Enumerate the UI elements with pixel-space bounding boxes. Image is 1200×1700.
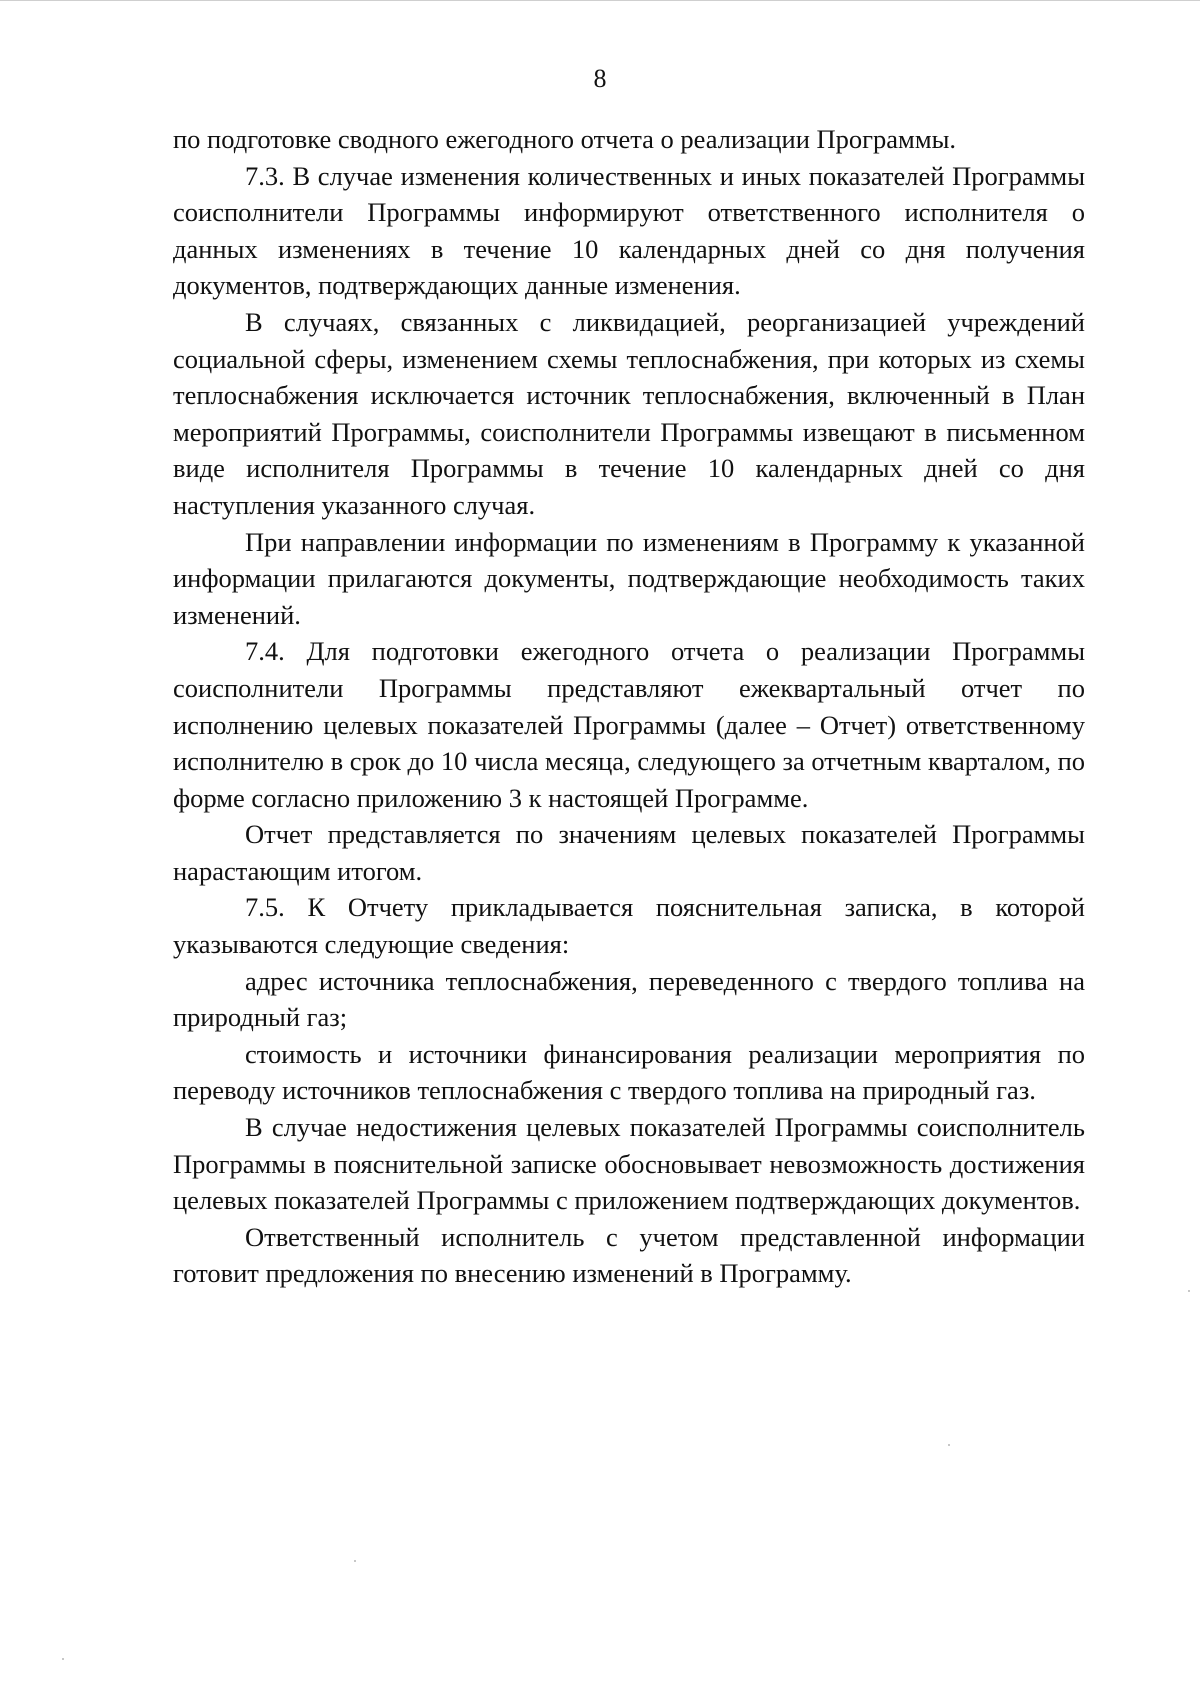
scan-speck xyxy=(62,1658,64,1660)
paragraph-continuation: по подготовке сводного ежегодного отчета о реализации Программы. xyxy=(173,124,957,154)
paragraph-report-cumulative: Отчет представляется по значениям целевых показателей Программы нарастающим итогом. xyxy=(173,819,1085,886)
paragraph-cost-and-financing: стоимость и источники финансирования реализации мероприятия по переводу источников теплоснабжения с твердого топлива на природный газ. xyxy=(173,1038,1085,1106)
page-number: 8 xyxy=(593,64,607,93)
scan-speck xyxy=(1188,1290,1190,1292)
paragraph-liquidation-cases: В случаях, связанных с ликвидацией, реорганизацией учреждений социальной сферы, изменением схемы теплоснабжения, при которых из схемы теплоснабжения исключается источник теплоснабжения, включенный в План мероприятий Программы, соисполнители Программы извещают в письменном виде исполнителя Программы в течение 10 календарных дней со дня наступления указанного случая. xyxy=(173,306,1085,520)
paragraph-non-achievement: В случае недостижения целевых показателей Программы соисполнитель Программы в пояснительной записке обосновывает невозможность достижения целевых показателей Программы с приложением подтверждающих документов. xyxy=(173,1112,1085,1216)
scan-speck xyxy=(948,1444,950,1446)
scan-speck xyxy=(354,1560,356,1562)
paragraph-proposals: Ответственный исполнитель с учетом представленной информации готовит предложения по внесению изменений в Программу. xyxy=(173,1221,1085,1289)
paragraph-7-3: 7.3. В случае изменения количественных и иных показателей Программы соисполнители Программы информируют ответственного исполнителя о данных изменениях в течение 10 календарных дней со дня получения документов, подтверждающих данные изменения. xyxy=(173,160,1085,301)
paragraph-7-4: 7.4. Для подготовки ежегодного отчета о реализации Программы соисполнители Программы представляют ежеквартальный отчет по исполнению целевых показателей Программы (далее – Отчет) ответственному исполнителю в срок до 10 числа месяца, следующего за отчетным кварталом, по форме согласно приложению 3 к настоящей Программе. xyxy=(173,636,1085,813)
paragraph-7-5: 7.5. К Отчету прикладывается пояснительная записка, в которой указываются следующие сведения: xyxy=(173,892,1085,960)
paragraph-source-address: адрес источника теплоснабжения, переведенного с твердого топлива на природный газ; xyxy=(173,965,1085,1033)
paragraph-supporting-documents: При направлении информации по изменениям в Программу к указанной информации прилагаются документы, подтверждающие необходимость таких изменений. xyxy=(173,526,1085,630)
scan-top-edge xyxy=(0,0,1200,1)
document-body xyxy=(173,121,1085,1292)
